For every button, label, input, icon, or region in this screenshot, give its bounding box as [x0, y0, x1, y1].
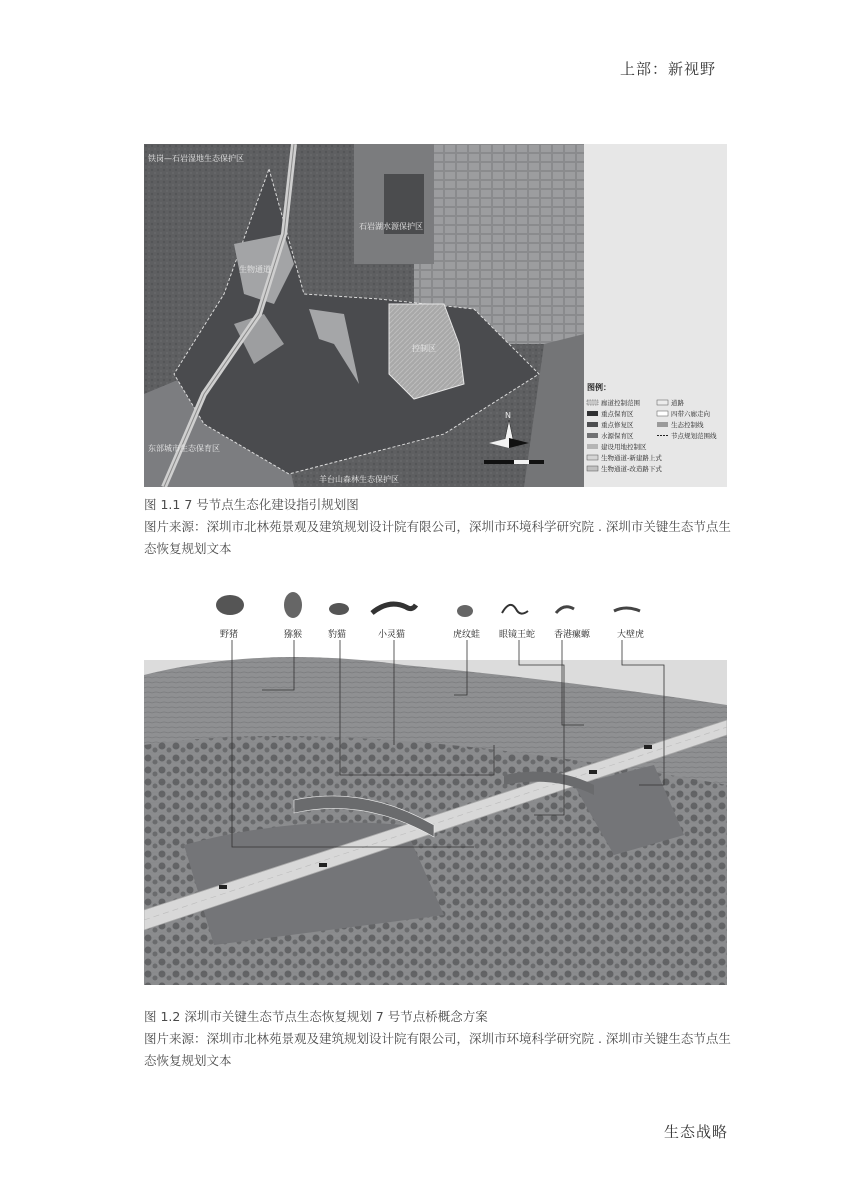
legend-item: 建设用地控制区 [601, 443, 647, 451]
cobra-icon [502, 605, 528, 614]
legend-item: 道路 [671, 399, 684, 407]
legend-item: 节点规划范围线 [671, 432, 717, 440]
figure-1-planning-map [144, 144, 727, 487]
map-label-reserve-top: 铁岗—石岩湿地生态保护区 [148, 154, 244, 163]
macaque-icon [284, 592, 302, 618]
legend-item: 重点修复区 [601, 421, 634, 429]
figure-2-bridge-concept [144, 585, 727, 985]
vehicle [319, 863, 327, 867]
legend-item: 廊道控制范围 [601, 399, 640, 407]
figure-1-caption-title: 图 1.1 7 号节点生态化建设指引规划图 [144, 497, 359, 512]
vehicle [219, 885, 227, 889]
animal-label: 豹猫 [328, 630, 347, 640]
compass-label: N [505, 411, 511, 420]
animal-label: 香港瘰螈 [554, 630, 591, 640]
animal-label: 野猪 [220, 630, 239, 640]
map-label-water-area: 石岩湖水源保护区 [359, 222, 423, 231]
page-header-section: 上部：新视野 [620, 60, 717, 78]
figure-2-caption-source: 图片来源：深圳市北林苑景观及建筑规划设计院有限公司，深圳市环境科学研究院 . 深圳市关键生态节点生态恢复规划文本 [144, 1031, 731, 1068]
frog-icon [457, 605, 473, 617]
figure-2-caption [144, 1006, 734, 1072]
map-label-bio-channel: 生物通道 [239, 265, 271, 274]
legend-item: 重点保育区 [601, 410, 634, 418]
animal-label: 小灵猫 [378, 630, 406, 640]
animal-icons [216, 592, 640, 618]
vehicle [589, 770, 597, 774]
newt-icon [556, 607, 574, 613]
legend-item: 生态控制线 [671, 421, 704, 429]
page-footer-section: 生态战略 [664, 1123, 729, 1141]
figure-1-caption [144, 494, 734, 560]
gecko-icon [614, 608, 640, 611]
vehicle [644, 745, 652, 749]
map-label-reserve-bottom: 羊台山森林生态保护区 [319, 475, 399, 484]
leopard-cat-icon [329, 603, 349, 615]
map-label-reserve-left: 东部城市生态保育区 [148, 444, 220, 453]
legend-item: 生物通道-新建路上式 [601, 454, 662, 462]
figure-1-caption-source: 图片来源：深圳市北林苑景观及建筑规划设计院有限公司，深圳市环境科学研究院 . 深圳市关键生态节点生态恢复规划文本 [144, 519, 731, 556]
civet-icon [372, 604, 416, 613]
bridge-concept-image [144, 585, 727, 985]
figure-2-caption-title: 图 1.2 深圳市关键生态节点生态恢复规划 7 号节点桥概念方案 [144, 1009, 488, 1024]
animal-label: 猕猴 [284, 630, 303, 640]
animal-label: 虎纹蛙 [453, 630, 481, 640]
animal-label: 大壁虎 [617, 630, 645, 640]
legend-item: 四带六廊走向 [671, 410, 710, 418]
planning-map-image [144, 144, 727, 487]
animal-label: 眼镜王蛇 [499, 630, 536, 640]
map-label-control-zone: 控制区 [412, 344, 436, 353]
legend-title: 图例： [587, 383, 611, 392]
legend-item: 生物通道-改造路下式 [601, 465, 662, 473]
legend-item: 水源保育区 [601, 432, 634, 440]
wild-boar-icon [216, 595, 244, 615]
